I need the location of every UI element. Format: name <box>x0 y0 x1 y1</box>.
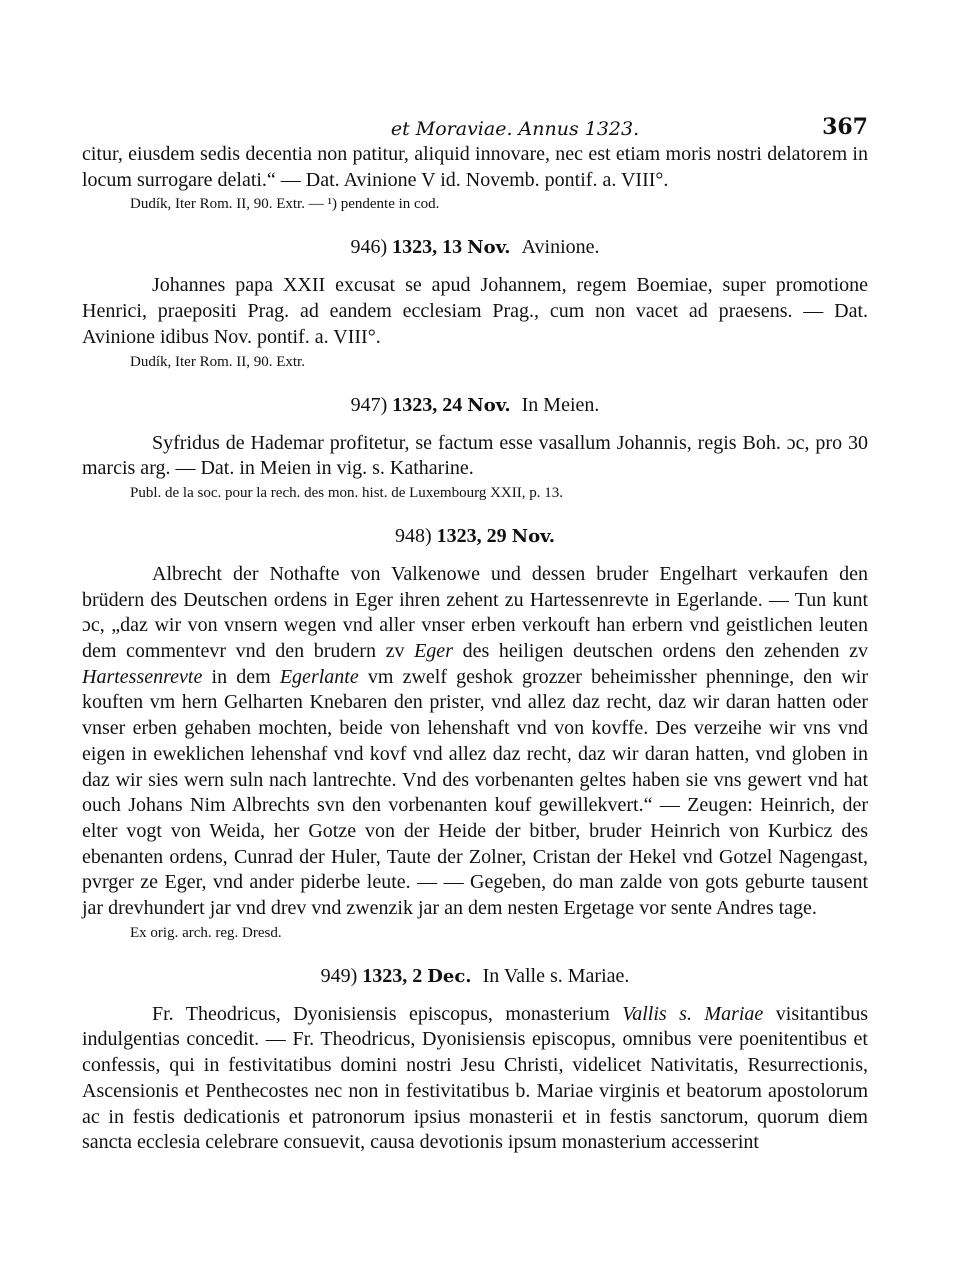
entry-heading <box>82 394 868 417</box>
entry-source: Dudík, Iter Rom. II, 90. Extr. <box>130 353 305 370</box>
entry-heading <box>82 236 868 259</box>
entry-date: 1323, 2 <box>362 964 423 987</box>
continuation-text <box>82 142 868 214</box>
italic-place-name: Eger <box>414 640 453 663</box>
text-run: vm zwelf geshok grozzer beheimissher phenninge, den wir kouften vm hern Gelharten Knebaren den prister, vnd allez daz recht, daz wir daran hatten oder vnser erben gehaben mochten, beide von lehenshaft vnd von kovffe. Des verzeihe wir vns vnd eigen in eweklichen lehenshaf vnd kovf vnd allez daz recht, daz wir daran hatten, vnd globen in daz wir sies wern suln nach lantrechte. Vnd des vorbenanten geltes haben sie vns gewert vnd hat ouch Johans Nim Albrechts svn den vorbenanten kouf gewillekvert.“ — Zeugen: Heinrich, der elter vogt von Weida, her Gotze von der Heide der bitber, bruder Heinrich von Kurbicz des ebenanten ordens, Cunrad der Huler, Taute der Zolner, Cristan der Hekel vnd Gotzel Nagengast, pvrger ze Eger, vnd ander piderbe leute. — — Gegeben, do man zalde von gots geburte tausent jar drevhundert jar vnd drev vnd zwenzik jar an dem nesten Ergetage vor sente Andres tage. <box>82 665 868 920</box>
text-run: visitantibus indulgentias concedit. — Fr. Theodricus, Dyonisiensis episcopus, omnibus vere poenitentibus et confessis, qui in festivitatibus domini nostri Jesu Christi, videlicet Nativitatis, Resurrectionis, Ascensionis et Penthecostes nec non in festivitatibus b. Mariae virginis et beatorum apostolorum ac in festis dedicationis et patronorum ipsius monasterii et in festis sanctorum, quorum diem sancta ecclesia celebrare consuevit, causa devotionis ipsum monasterium accesserint <box>82 1002 868 1154</box>
entry-source: Ex orig. arch. reg. Dresd. <box>130 924 282 941</box>
entry-946 <box>82 236 868 371</box>
entry-heading <box>82 525 868 548</box>
entry-949 <box>82 965 868 1156</box>
entry-place: In Meien. <box>521 393 600 416</box>
italic-place-name: Vallis s. Mariae <box>622 1002 764 1025</box>
entry-text: Johannes papa XXII excusat se apud Johannem, regem Boemiae, super promotione Henrici, praepositi Prag. ad eandem ecclesiam Prag., cum non vacet ad praesens. — Dat. Avinione idibus Nov. pontif. a. VIII°. <box>82 274 868 348</box>
entry-month: Nov. <box>511 525 556 547</box>
entry-month: Nov. <box>467 394 511 416</box>
entry-number: 947) <box>350 393 388 416</box>
continuation-source: Dudík, Iter Rom. II, 90. Extr. — ¹) pendente in cod. <box>130 196 440 213</box>
entry-number: 946) <box>350 236 388 259</box>
entry-text <box>82 562 868 922</box>
entry-date: 1323, 13 <box>392 236 463 259</box>
entry-number: 949) <box>320 964 358 987</box>
entry-place: Avinione. <box>521 236 600 259</box>
italic-place-name: Hartessenrevte <box>82 665 203 688</box>
entry-date: 1323, 24 <box>392 393 463 416</box>
page-number: 367 <box>822 114 868 140</box>
entry-948 <box>82 525 868 943</box>
entry-947 <box>82 394 868 503</box>
entry-text: Syfridus de Hademar profitetur, se factum esse vasallum Johannis, regis Boh. ɔc, pro 30 marcis arg. — Dat. in Meien in vig. s. Katharine. <box>82 431 868 480</box>
text-run: in dem <box>202 665 280 688</box>
entry-place: In Valle s. Mariae. <box>482 964 630 987</box>
entry-text <box>82 1002 868 1156</box>
italic-place-name: Egerlante <box>279 665 359 688</box>
running-head: et Moraviae. Annus 1323. <box>390 118 640 140</box>
text-run: Albrecht der Nothafte von Valkenowe und dessen bruder Engelhart verkaufen den brüdern des Deutschen ordens in Eger ihren zehent zu Hartessenrevte in Egerlande. — Tun kunt ɔc, „daz wir von vnsern wegen vnd aller vnser erben verkouft han erbern vnd geistlichen leuten dem commentevr vnd den brudern zv <box>82 562 868 663</box>
entry-month: Nov. <box>467 237 511 259</box>
entry-date: 1323, 29 <box>436 524 507 547</box>
entry-source: Publ. de la soc. pour la rech. des mon. hist. de Luxembourg XXII, p. 13. <box>130 484 563 501</box>
entry-number: 948) <box>394 524 432 547</box>
continuation-paragraph: citur, eiusdem sedis decentia non patitur, aliquid innovare, nec est etiam moris nostri delatorem in locum surrogare delati.“ — Dat. Avinione V id. Novemb. pontif. a. VIII°. <box>82 143 868 191</box>
text-run: des heiligen deutschen ordens den zehenden zv <box>452 640 868 663</box>
entry-month: Dec. <box>427 965 472 987</box>
text-run: Fr. Theodricus, Dyonisiensis episcopus, monasterium <box>152 1002 623 1025</box>
page-header <box>82 108 868 140</box>
entry-heading <box>82 965 868 988</box>
